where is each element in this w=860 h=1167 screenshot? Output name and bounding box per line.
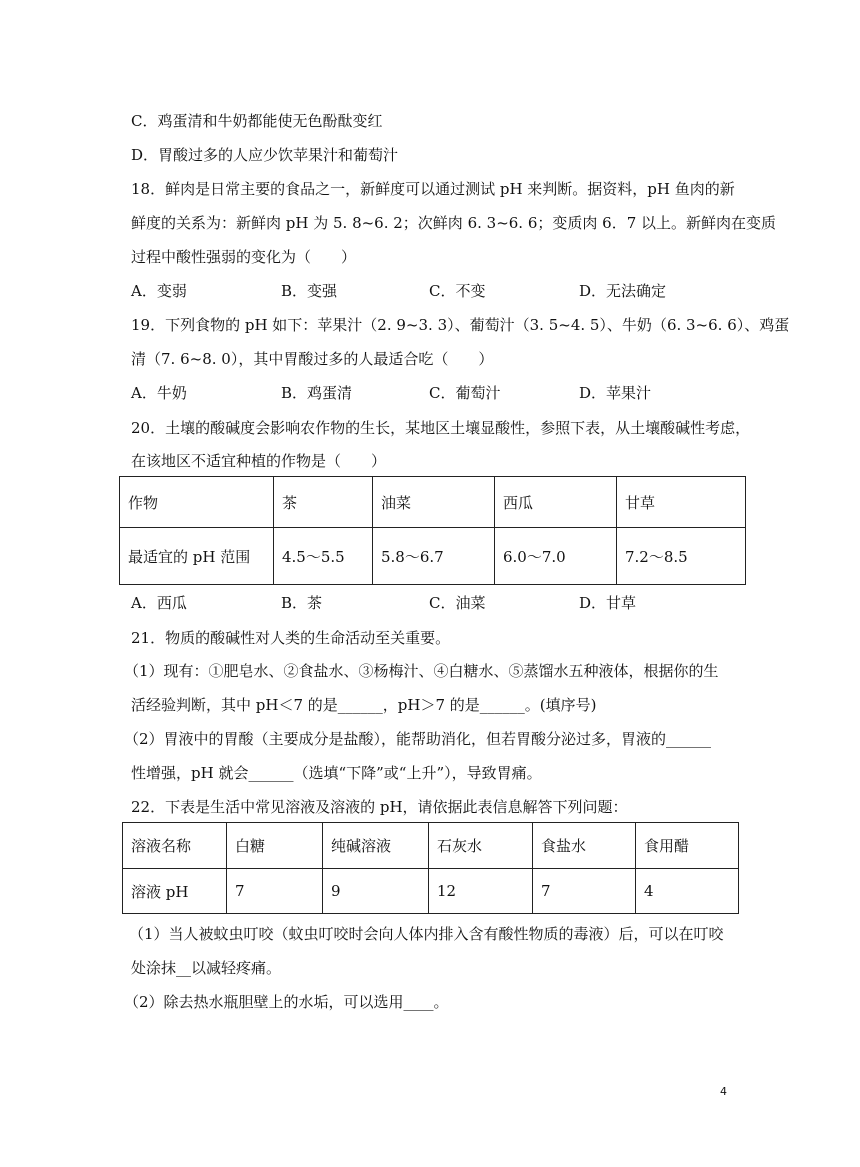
q18-text-line-3: 过程中酸性强弱的变化为（ ） [131, 248, 357, 266]
q19-option-d: D．苹果汁 [579, 384, 652, 402]
table-cell: 7.2～8.5 [617, 528, 746, 585]
q20-text-line-2: 在该地区不适宜种植的作物是（ ） [131, 452, 387, 470]
q18-options [131, 281, 751, 301]
table-cell: 4 [636, 869, 739, 914]
q19-text-line-2: 清（7. 6~8. 0），其中胃酸过多的人最适合吃（ ） [131, 350, 494, 368]
table-cell: 作物 [120, 477, 274, 528]
table-cell: 食盐水 [533, 823, 636, 869]
q20-option-d: D．甘草 [579, 594, 637, 612]
q18-option-b: B．变强 [281, 282, 338, 300]
q22-part1-line-1: （1）当人被蚊虫叮咬（蚊虫叮咬时会向人体内排入含有酸性物质的毒液）后，可以在叮咬 [129, 925, 724, 943]
q18-text-line-1: 18．鲜肉是日常主要的食品之一，新鲜度可以通过测试 pH 来判断。据资料，pH 鱼肉的新 [131, 180, 735, 198]
table-cell: 5.8～6.7 [373, 528, 495, 585]
table-cell: 7 [227, 869, 323, 914]
q20-options [131, 593, 751, 613]
table-cell: 纯碱溶液 [323, 823, 429, 869]
q21-part2-line-2: 性增强，pH 就会______（选填“下降”或“上升”），导致胃痛。 [131, 764, 542, 782]
table-cell: 9 [323, 869, 429, 914]
table-cell: 油菜 [373, 477, 495, 528]
table-row [123, 869, 739, 914]
table-cell: 西瓜 [495, 477, 617, 528]
q18-option-c: C．不变 [429, 282, 486, 300]
solution-ph-table [122, 822, 739, 914]
q21-text: 21．物质的酸碱性对人类的生命活动至关重要。 [131, 629, 451, 647]
table-cell: 溶液名称 [123, 823, 227, 869]
table-row [123, 823, 739, 869]
q19-option-a: A．牛奶 [131, 384, 187, 402]
crop-ph-table [119, 476, 746, 585]
table-cell: 6.0～7.0 [495, 528, 617, 585]
q17-option-d: D．胃酸过多的人应少饮苹果汁和葡萄汁 [131, 146, 399, 164]
q20-option-c: C．油菜 [429, 594, 486, 612]
q20-option-a: A．西瓜 [131, 594, 187, 612]
table-cell: 12 [429, 869, 533, 914]
q18-option-a: A．变弱 [131, 282, 187, 300]
table-cell: 石灰水 [429, 823, 533, 869]
table-cell: 甘草 [617, 477, 746, 528]
q18-option-d: D．无法确定 [579, 282, 667, 300]
table-cell: 最适宜的 pH 范围 [120, 528, 274, 585]
q18-text-line-2: 鲜度的关系为：新鲜肉 pH 为 5. 8~6. 2；次鲜肉 6. 3~6. 6；变质肉 6．7 以上。新鲜肉在变质 [131, 214, 777, 232]
q19-text-line-1: 19．下列食物的 pH 如下：苹果汁（2. 9~3. 3）、葡萄汁（3. 5~4. 5）、牛奶（6. 3~6. 6）、鸡蛋 [131, 316, 790, 334]
table-cell: 白糖 [227, 823, 323, 869]
q21-part1-line-2: 活经验判断，其中 pH＜7 的是______，pH＞7 的是______。(填序号) [131, 696, 597, 714]
q21-part2-line-1: （2）胃液中的胃酸（主要成分是盐酸），能帮助消化，但若胃酸分泌过多，胃液的______ [124, 730, 712, 748]
q20-option-b: B．茶 [281, 594, 323, 612]
table-cell: 食用醋 [636, 823, 739, 869]
table-row [120, 477, 746, 528]
q21-part1-line-1: （1）现有：①肥皂水、②食盐水、③杨梅汁、④白糖水、⑤蒸馏水五种液体，根据你的生 [124, 662, 719, 680]
q19-option-b: B．鸡蛋清 [281, 384, 353, 402]
page-number: 4 [720, 1085, 727, 1098]
q20-text-line-1: 20．土壤的酸碱度会影响农作物的生长，某地区土壤显酸性，参照下表，从土壤酸碱性考虑， [131, 419, 751, 437]
q22-part1-line-2: 处涂抹__以减轻疼痛。 [131, 959, 282, 977]
q19-options [131, 383, 751, 403]
table-cell: 7 [533, 869, 636, 914]
table-row [120, 528, 746, 585]
q19-option-c: C．葡萄汁 [429, 384, 501, 402]
q22-text: 22．下表是生活中常见溶液及溶液的 pH，请依据此表信息解答下列问题： [131, 798, 628, 816]
q22-part2: （2）除去热水瓶胆壁上的水垢，可以选用____。 [124, 993, 449, 1011]
table-cell: 溶液 pH [123, 869, 227, 914]
table-cell: 4.5～5.5 [274, 528, 373, 585]
q17-option-c: C．鸡蛋清和牛奶都能使无色酚酞变红 [131, 112, 383, 130]
table-cell: 茶 [274, 477, 373, 528]
